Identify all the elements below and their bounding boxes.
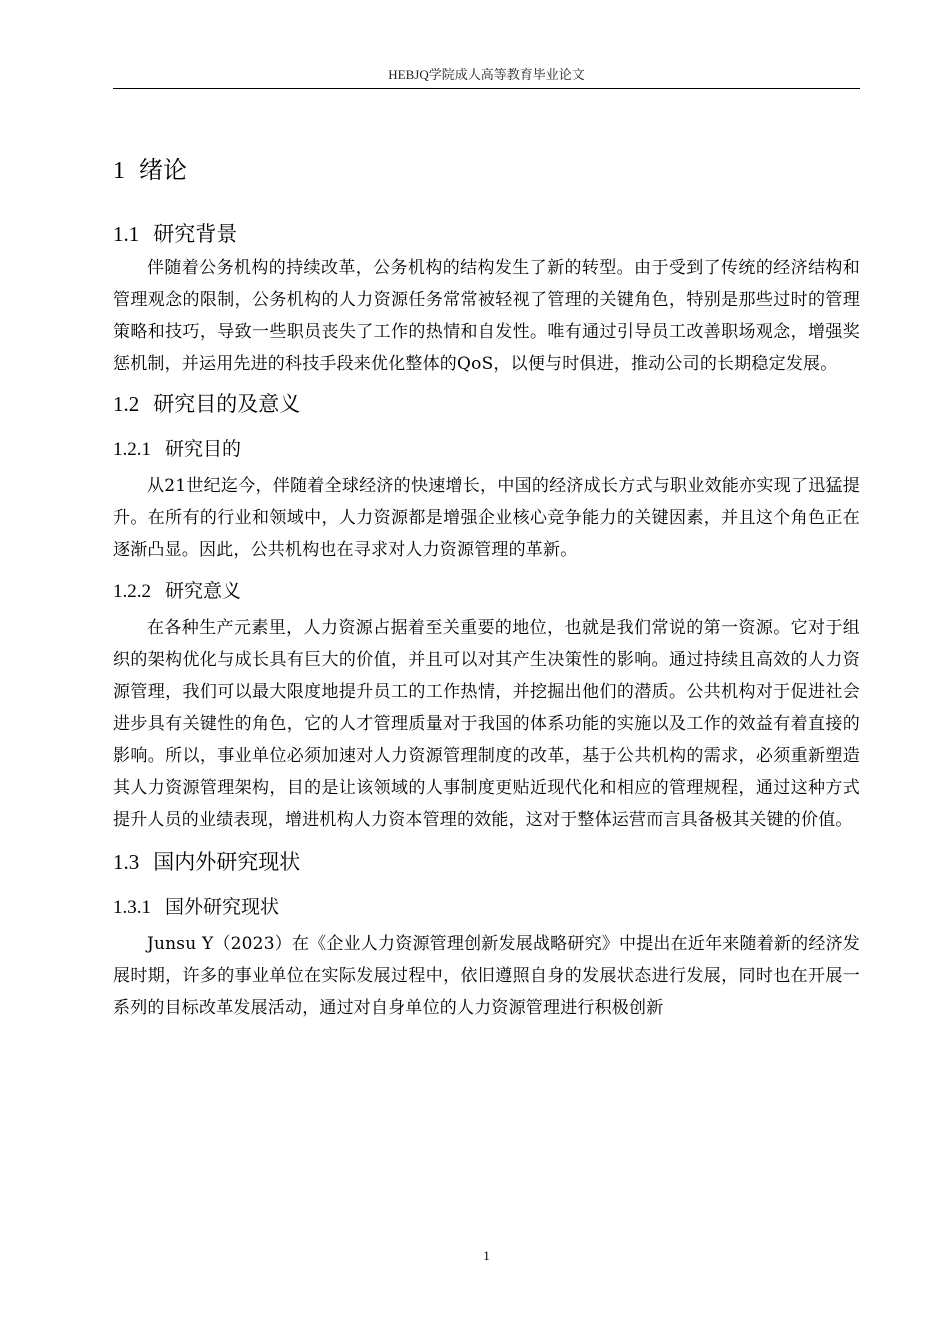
section-number: 1.2: [113, 392, 140, 416]
section-heading-1-3: [113, 844, 860, 880]
subsection-number: 1.3.1: [113, 897, 151, 918]
paragraph-research-background: 伴随着公务机构的持续改革，公务机构的结构发生了新的转型。由于受到了传统的经济结构和管理观念的限制，公务机构的人力资源任务常常被轻视了管理的关键角色，特别是那些过时的管理策略和技巧，导致一些职员丧失了工作的热情和自发性。唯有通过引导员工改善职场观念，增强奖惩机制，并运用先进的科技手段来优化整体的QoS，以便与时俱进，推动公司的长期稳定发展。: [113, 258, 860, 374]
subsection-heading-1-2-2: [113, 574, 860, 608]
running-header: HEBJQ学院成人高等教育毕业论文: [388, 67, 585, 82]
section-title: 国内外研究现状: [153, 850, 301, 874]
subsection-title: 研究意义: [165, 580, 242, 602]
header-rule: [113, 88, 860, 89]
chapter-number: 1: [113, 158, 125, 184]
subsection-heading-1-2-1: [113, 432, 860, 466]
section-heading-1-2: [113, 386, 860, 422]
subsection-title: 国外研究现状: [165, 896, 280, 918]
page-body: [113, 140, 860, 1024]
section-number: 1.3: [113, 850, 140, 874]
chapter-heading: [113, 148, 860, 192]
subsection-title: 研究目的: [165, 438, 242, 460]
page-number: 1: [483, 1248, 490, 1263]
paragraph-foreign-research: Junsu Y（2023）在《企业人力资源管理创新发展战略研究》中提出在近年来随着新的经济发展时期，许多的事业单位在实际发展过程中，依旧遵照自身的发展状态进行发展，同时也在开展一系列的目标改革发展活动，通过对自身单位的人力资源管理进行积极创新: [113, 934, 860, 1018]
subsection-heading-1-3-1: [113, 890, 860, 924]
chapter-title: 绪论: [139, 156, 187, 184]
section-title: 研究背景: [153, 222, 238, 246]
subsection-number: 1.2.2: [113, 581, 151, 602]
paragraph-research-significance: 在各种生产元素里，人力资源占据着至关重要的地位，也就是我们常说的第一资源。它对于组织的架构优化与成长具有巨大的价值，并且可以对其产生决策性的影响。通过持续且高效的人力资源管理，我们可以最大限度地提升员工的工作热情，并挖掘出他们的潜质。公共机构对于促进社会进步具有关键性的角色，它的人才管理质量对于我国的体系功能的实施以及工作的效益有着直接的影响。所以，事业单位必须加速对人力资源管理制度的改革，基于公共机构的需求，必须重新塑造其人力资源管理架构，目的是让该领域的人事制度更贴近现代化和相应的管理规程，通过这种方式提升人员的业绩表现，增进机构人力资本管理的效能，这对于整体运营而言具备极其关键的价值。: [113, 618, 860, 830]
subsection-number: 1.2.1: [113, 439, 151, 460]
paragraph-research-purpose: 从21世纪迄今，伴随着全球经济的快速增长，中国的经济成长方式与职业效能亦实现了迅猛提升。在所有的行业和领域中，人力资源都是增强企业核心竞争能力的关键因素，并且这个角色正在逐渐凸显。因此，公共机构也在寻求对人力资源管理的革新。: [113, 476, 860, 560]
section-number: 1.1: [113, 222, 140, 246]
section-heading-1-1: [113, 216, 860, 252]
section-title: 研究目的及意义: [153, 392, 301, 416]
